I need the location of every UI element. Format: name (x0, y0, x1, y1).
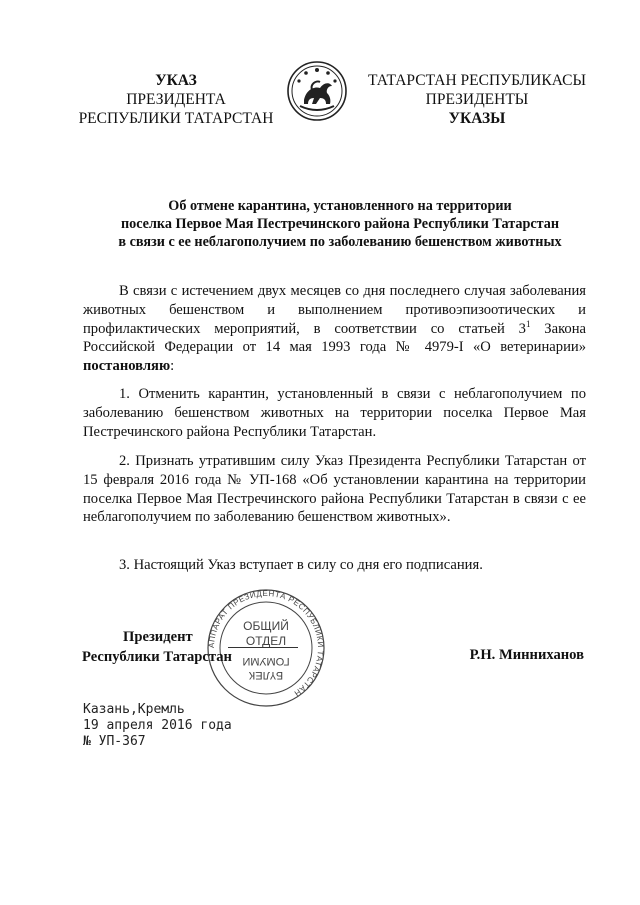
title-line2: поселка Первое Мая Пестречинского района Республики Татарстан (120, 216, 560, 232)
item-1-paragraph (83, 385, 586, 441)
signatory-title-line2: Республики Татарстан (82, 649, 232, 665)
item-3-paragraph (83, 556, 586, 575)
preamble-paragraph (83, 282, 586, 376)
title-line3: в связи с ее неблагополучием по заболеванию бешенством животных (118, 234, 562, 250)
stamp-center-b2: ГОМУМИ (242, 655, 290, 667)
footer-place: Казань,Кремль (83, 702, 185, 717)
preamble-superscript: 1 (525, 318, 531, 329)
title-line1: Об отмене карантина, установленного на территории (168, 198, 512, 214)
header-right-line2: ПРЕЗИДЕНТЫ (425, 91, 529, 108)
item-2-paragraph (83, 452, 586, 527)
header-left-line1: УКАЗ (155, 72, 197, 89)
stamp-ring-text: АППАРАТ ПРЕЗИДЕНТА РЕСПУБЛИКИ ТАТАРСТАН (206, 588, 326, 699)
header-left (78, 71, 274, 128)
footer-number: № УП-367 (83, 734, 146, 749)
header-right-line3: УКАЗЫ (448, 110, 506, 127)
signature-line (228, 647, 298, 648)
preamble-resolution-word: постановляю (83, 358, 171, 375)
stamp-center-mid: ОТДЕЛ (245, 634, 287, 648)
item-3-text: 3. Настоящий Указ вступает в силу со дня его подписания. (119, 557, 483, 573)
header-left-line3: РЕСПУБЛИКИ ТАТАРСТАН (78, 110, 274, 127)
signatory-title-line1: Президент (123, 629, 193, 645)
stamp-center-b1: БҮЛЕК (248, 669, 284, 681)
header-right (368, 71, 586, 128)
coat-of-arms-icon (286, 60, 348, 122)
document-title (80, 197, 600, 251)
footer-date: 19 апреля 2016 года (83, 718, 232, 733)
preamble-text2: Закона Российской Федерации от 14 мая 1993 года № 4979-I «О ветеринарии» (83, 320, 587, 356)
stamp-center-top: ОБЩИЙ (243, 619, 289, 633)
preamble-end: : (170, 358, 175, 375)
preamble-text: В связи с истечением двух месяцев со дня последнего случая заболевания животных бешенством и выполнением противоэпизоотических и профилактических мероприятий, в соответствии со статьей 3 (83, 283, 586, 337)
item-1-text: 1. Отменить карантин, установленный в связи с неблагополучием по заболеванию бешенством животных на территории поселка Первое Мая Пестречинского района Республики Татарстан. (83, 386, 586, 440)
signatory-name: Р.Н. Минниханов (469, 647, 584, 663)
header-left-line2: ПРЕЗИДЕНТА (126, 91, 226, 108)
footer-block (83, 702, 232, 750)
header-right-line1: ТАТАРСТАН РЕСПУБЛИКАСЫ (368, 72, 586, 89)
item-2-text: 2. Признать утратившим силу Указ Президента Республики Татарстан от 15 февраля 2016 года № УП-168 «Об установлении карантина на территории поселка Первое Мая Пестречинского района Республики Татарстан в связи с ее неблагополучием по заболеванию бешенством животных». (83, 453, 586, 526)
